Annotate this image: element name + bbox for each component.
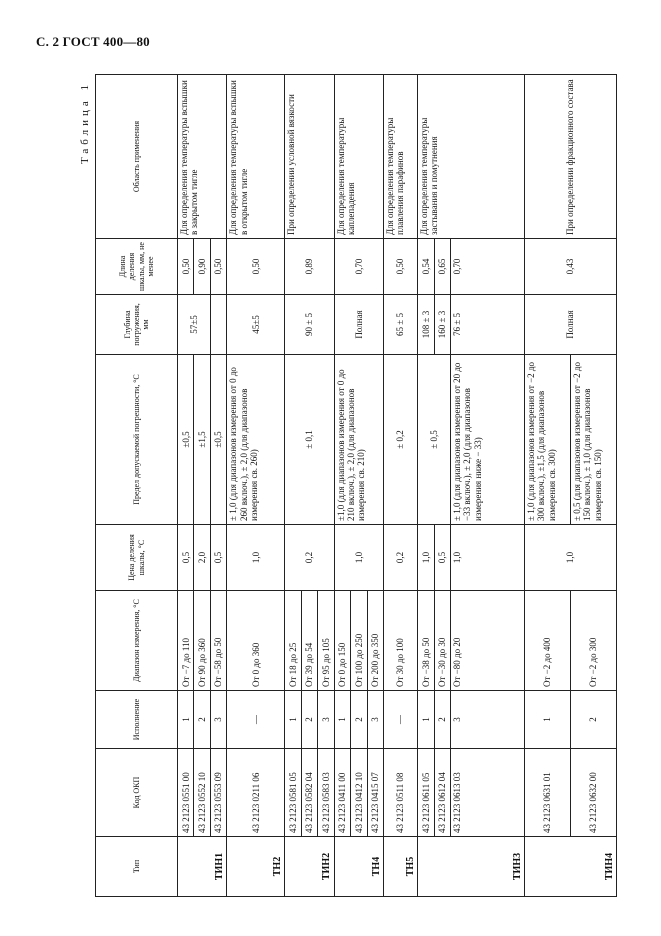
range-cell: От 200 до 350 <box>367 591 383 691</box>
range-cell: От 18 до 25 <box>285 591 301 691</box>
area-cell: При определении условной вязкости <box>285 75 334 239</box>
thermometer-table <box>95 74 617 897</box>
division-cell: 1,0 <box>451 525 525 591</box>
version-cell: 3 <box>367 691 383 749</box>
range-cell: От 30 до 100 <box>384 591 418 691</box>
range-cell: От −2 до 300 <box>571 591 617 691</box>
depth-cell: 76 ± 5 <box>451 295 525 355</box>
length-cell: 0,65 <box>434 239 450 295</box>
error-cell: ± 0,5 (для диапазонов измерения от −2 до 150 включ.), ± 1,0 (для диапазонов измерения св. 150) <box>571 355 617 525</box>
col-range: Диапазон измерения, °С <box>96 591 178 691</box>
division-cell: 2,0 <box>194 525 210 591</box>
error-cell: ±0,5 <box>210 355 226 525</box>
table-header-row <box>96 75 178 897</box>
length-cell: 0,70 <box>334 239 383 295</box>
area-cell: Для определения температуры плавления парафинов <box>384 75 418 239</box>
area-cell: Для определения температуры застывания и помутнения <box>418 75 525 239</box>
depth-cell-empty <box>210 295 226 355</box>
code-cell: 43 2123 0613 03 <box>451 749 525 837</box>
version-cell: 3 <box>210 691 226 749</box>
division-cell: 0,5 <box>434 525 450 591</box>
type-cell: ТИН2 <box>285 837 334 897</box>
type-cell: ТН5 <box>384 837 418 897</box>
col-type: Тип <box>96 837 178 897</box>
table-caption: Таблица 1 <box>79 81 91 165</box>
area-cell: Для определения температуры каплепадения <box>334 75 383 239</box>
type-cell: ТИН1 <box>178 837 227 897</box>
division-cell: 1,0 <box>418 525 434 591</box>
code-cell: 43 2123 0211 06 <box>227 749 285 837</box>
page-header: С. 2 ГОСТ 400—80 <box>36 34 150 49</box>
code-cell: 43 2123 0415 07 <box>367 749 383 837</box>
type-cell: ТН4 <box>334 837 383 897</box>
version-cell: 2 <box>351 691 367 749</box>
code-cell: 43 2123 0552 10 <box>194 749 210 837</box>
depth-cell: 45±5 <box>227 295 285 355</box>
table-row <box>384 75 418 897</box>
range-cell: От 0 до 360 <box>227 591 285 691</box>
code-cell: 43 2123 0611 05 <box>418 749 434 837</box>
col-depth: Глубина погружения, мм <box>96 295 178 355</box>
area-cell: При определении фракционного состава <box>525 75 617 239</box>
area-cell: Для определения температуры вспышки в открытом тигле <box>227 75 285 239</box>
version-cell: 3 <box>318 691 334 749</box>
range-cell: От 90 до 360 <box>194 591 210 691</box>
error-cell: ± 0,2 <box>384 355 418 525</box>
depth-cell: 90 ± 5 <box>285 295 334 355</box>
division-cell: 1,0 <box>334 525 383 591</box>
code-cell: 43 2123 0511 08 <box>384 749 418 837</box>
type-cell: ТИН3 <box>418 837 525 897</box>
length-cell: 0,50 <box>384 239 418 295</box>
range-cell: От 39 до 54 <box>301 591 317 691</box>
code-cell: 43 2123 0582 04 <box>301 749 317 837</box>
range-cell: От −58 до 50 <box>210 591 226 691</box>
error-cell: ± 0,1 <box>285 355 334 525</box>
division-cell: 0,5 <box>178 525 194 591</box>
table-row <box>334 75 350 897</box>
version-cell: — <box>384 691 418 749</box>
version-cell: 1 <box>525 691 571 749</box>
table-row <box>525 75 571 897</box>
version-cell: 2 <box>434 691 450 749</box>
error-cell: ± 1,0 (для диапазонов измерения от 0 до 260 включ.), ± 2,0 (для диапазонов измерения св. 260) <box>227 355 285 525</box>
table-row <box>178 75 194 897</box>
col-version: Исполнение <box>96 691 178 749</box>
error-cell: ± 1,0 (для диапазонов измерения от −2 до 300 включ.), ±1,5 (для диапазонов измерения св. 300) <box>525 355 571 525</box>
range-cell: От −7 до 110 <box>178 591 194 691</box>
error-cell: ± 0,5 <box>418 355 451 525</box>
version-cell: 1 <box>418 691 434 749</box>
version-cell: 1 <box>334 691 350 749</box>
col-area: Область применения <box>96 75 178 239</box>
rotated-content <box>79 75 617 897</box>
range-cell: От −30 до 30 <box>434 591 450 691</box>
range-cell: От 100 до 250 <box>351 591 367 691</box>
table-row <box>418 75 434 897</box>
division-cell: 1,0 <box>525 525 617 591</box>
code-cell: 43 2123 0631 01 <box>525 749 571 837</box>
length-cell: 0,50 <box>178 239 194 295</box>
length-cell: 0,54 <box>418 239 434 295</box>
depth-cell: 160 ± 3 <box>434 295 450 355</box>
version-cell: 1 <box>285 691 301 749</box>
version-cell: 2 <box>571 691 617 749</box>
length-cell: 0,70 <box>451 239 525 295</box>
depth-cell: 65 ± 5 <box>384 295 418 355</box>
length-cell: 0,43 <box>525 239 617 295</box>
type-cell: ТН2 <box>227 837 285 897</box>
division-cell: 1,0 <box>227 525 285 591</box>
length-cell: 0,90 <box>194 239 210 295</box>
code-cell: 43 2123 0412 10 <box>351 749 367 837</box>
code-cell: 43 2123 0411 00 <box>334 749 350 837</box>
depth-cell: Полная <box>525 295 617 355</box>
version-cell: 3 <box>451 691 525 749</box>
division-cell: 0,2 <box>285 525 334 591</box>
division-cell: 0,2 <box>384 525 418 591</box>
code-cell: 43 2123 0551 00 <box>178 749 194 837</box>
col-length: Длина деления шкалы, мм, не менее <box>96 239 178 295</box>
col-division: Цена деления шкалы, °С <box>96 525 178 591</box>
table-row <box>227 75 285 897</box>
rotated-table-area <box>79 75 617 897</box>
error-cell: ±1,0 (для диапазонов измерения от 0 до 210 включ.), ± 2,0 (для диапазонов измерения св. 210) <box>334 355 383 525</box>
error-cell: ±0,5 <box>178 355 194 525</box>
range-cell: От 95 до 105 <box>318 591 334 691</box>
range-cell: От −38 до 50 <box>418 591 434 691</box>
length-cell: 0,50 <box>210 239 226 295</box>
length-cell: 0,50 <box>227 239 285 295</box>
depth-cell: Полная <box>334 295 383 355</box>
code-cell: 43 2123 0553 09 <box>210 749 226 837</box>
error-cell: ±1,5 <box>194 355 210 525</box>
error-cell: ± 1,0 (для диапазонов измерения от 20 до −33 включ.), ± 2,0 (для диапазонов измерения ниже − 33) <box>451 355 525 525</box>
range-cell: От −2 до 400 <box>525 591 571 691</box>
code-cell: 43 2123 0583 03 <box>318 749 334 837</box>
range-cell: От −80 до 20 <box>451 591 525 691</box>
area-cell: Для определения температуры вспышки в закрытом тигле <box>178 75 227 239</box>
division-cell: 0,5 <box>210 525 226 591</box>
version-cell: — <box>227 691 285 749</box>
type-cell: ТИН4 <box>525 837 617 897</box>
depth-cell: 57±5 <box>178 295 211 355</box>
length-cell: 0,89 <box>285 239 334 295</box>
range-cell: От 0 до 150 <box>334 591 350 691</box>
col-error: Предел допускаемой погрешности, °С <box>96 355 178 525</box>
version-cell: 2 <box>194 691 210 749</box>
code-cell: 43 2123 0581 05 <box>285 749 301 837</box>
code-cell: 43 2123 0632 00 <box>571 749 617 837</box>
version-cell: 1 <box>178 691 194 749</box>
col-code: Код ОКП <box>96 749 178 837</box>
code-cell: 43 2123 0612 04 <box>434 749 450 837</box>
table-row <box>285 75 301 897</box>
depth-cell: 108 ± 3 <box>418 295 434 355</box>
version-cell: 2 <box>301 691 317 749</box>
